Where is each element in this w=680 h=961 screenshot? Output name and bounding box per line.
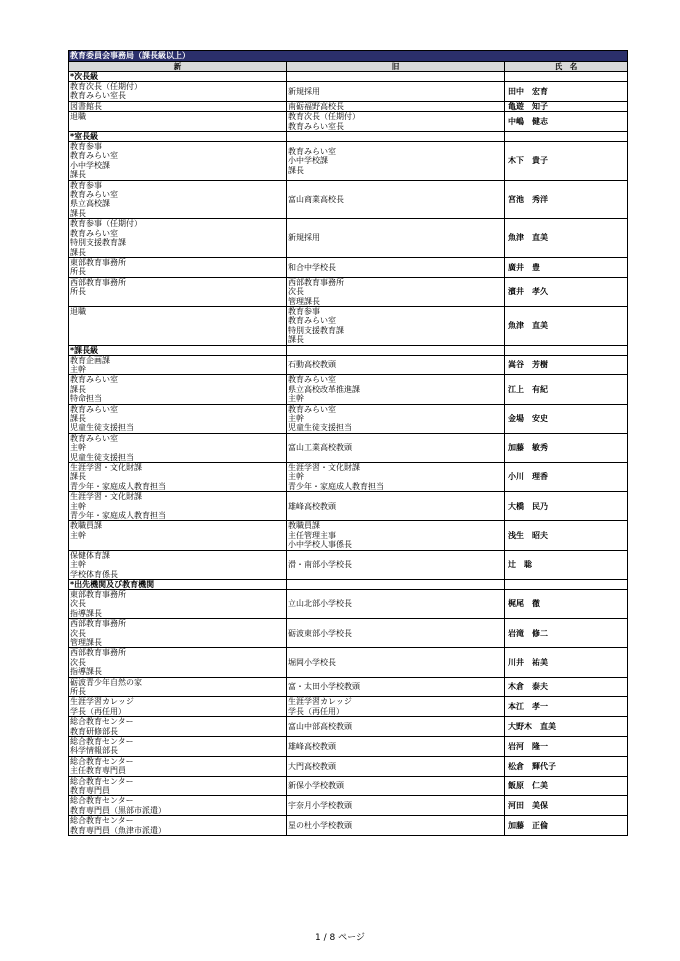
cell-line: 青少年・家庭成人教育担当: [70, 481, 166, 491]
cell-old-position: [287, 112, 505, 132]
cell-line: 小中学校課: [288, 156, 328, 166]
cell-old-position: [287, 521, 505, 550]
cell-line: 特別支援教育課: [70, 238, 126, 248]
cell-line: 児童生徒支援担当: [288, 423, 352, 433]
cell-person-name: 江上 有紀: [505, 375, 628, 404]
cell-person-name: 岩河 隆一: [505, 737, 628, 757]
section-blank: [505, 579, 628, 589]
cell-line: 県立高校課: [70, 199, 110, 209]
cell-old-position: [287, 677, 505, 697]
table-row: [69, 816, 628, 836]
cell-line: 新規採用: [288, 86, 320, 96]
cell-line: 生涯学習・文化財課: [70, 463, 142, 473]
cell-person-name: 加藤 敏秀: [505, 433, 628, 462]
cell-line: 科学情報部長: [70, 746, 118, 756]
cell-new-position: [69, 257, 287, 277]
cell-line: 教育みらい室: [70, 404, 118, 414]
cell-line: 所長: [70, 686, 86, 696]
table-row: [69, 180, 628, 219]
cell-old-position: [287, 306, 505, 345]
cell-old-position: [287, 142, 505, 181]
table-row: [69, 492, 628, 521]
cell-new-position: [69, 589, 287, 618]
cell-line: 総合教育センター: [70, 756, 134, 766]
cell-line: 指導課長: [70, 608, 102, 618]
cell-line: 指導課長: [70, 667, 102, 677]
cell-line: 教育専門員（黒部市派遣）: [70, 805, 166, 815]
cell-person-name: 木倉 泰夫: [505, 677, 628, 697]
cell-line: 教育みらい室: [288, 375, 336, 385]
cell-line: 教育みらい室: [70, 433, 118, 443]
cell-person-name: 濱井 孝久: [505, 277, 628, 306]
table-row: [69, 404, 628, 433]
cell-person-name: 加藤 正倫: [505, 816, 628, 836]
section-row: [69, 579, 628, 589]
cell-old-position: [287, 257, 505, 277]
section-blank: [505, 345, 628, 355]
cell-person-name: 飯原 仁美: [505, 776, 628, 796]
cell-line: 総合教育センター: [70, 776, 134, 786]
table-title-row: [69, 51, 628, 62]
cell-line: 管理課長: [70, 637, 102, 647]
cell-line: 青少年・家庭成人教育担当: [288, 481, 384, 491]
section-blank: [505, 72, 628, 82]
cell-old-position: [287, 619, 505, 648]
cell-line: 主幹: [70, 530, 86, 540]
cell-person-name: 亀遊 知子: [505, 101, 628, 111]
cell-old-position: [287, 404, 505, 433]
cell-line: 教育みらい室: [288, 146, 336, 156]
cell-line: 課長: [70, 414, 86, 423]
table-row: [69, 589, 628, 618]
cell-line: 総合教育センター: [70, 717, 134, 727]
cell-new-position: [69, 619, 287, 648]
table-row: [69, 697, 628, 717]
cell-new-position: [69, 677, 287, 697]
cell-old-position: [287, 816, 505, 836]
cell-new-position: [69, 142, 287, 181]
cell-line: 教育参事（任期付）: [70, 219, 142, 229]
cell-person-name: 小川 理香: [505, 463, 628, 492]
cell-line: 教育次長（任期付）: [70, 82, 142, 91]
cell-new-position: [69, 492, 287, 521]
cell-line: 課長: [288, 335, 304, 345]
cell-new-position: [69, 375, 287, 404]
cell-line: 教育みらい室: [288, 404, 336, 414]
cell-line: 星の杜小学校教頭: [288, 820, 352, 830]
cell-line: 主任教育専門員: [70, 766, 126, 776]
cell-line: 青少年・家庭成人教育担当: [70, 511, 166, 521]
cell-new-position: [69, 306, 287, 345]
table-row: [69, 550, 628, 579]
cell-line: 教育次長（任期付）: [288, 112, 360, 122]
table-row: [69, 101, 628, 111]
cell-person-name: 岩滝 修二: [505, 619, 628, 648]
cell-line: 堀岡小学校長: [288, 657, 336, 667]
cell-line: 立山北部小学校長: [288, 599, 352, 609]
table-row: [69, 375, 628, 404]
cell-line: 石動高校教頭: [288, 360, 336, 370]
cell-person-name: 木下 貴子: [505, 142, 628, 181]
cell-line: 課長: [70, 384, 86, 394]
personnel-table: [68, 50, 628, 836]
cell-line: 特別支援教育課: [288, 325, 344, 335]
cell-line: 西部教育事務所: [70, 277, 126, 287]
cell-old-position: [287, 796, 505, 816]
cell-new-position: [69, 776, 287, 796]
cell-line: 教育みらい室: [70, 228, 118, 238]
cell-line: 雄峰高校教頭: [288, 741, 336, 751]
cell-person-name: 宮池 秀洋: [505, 180, 628, 219]
cell-line: 和合中学校長: [288, 262, 336, 272]
cell-new-position: [69, 180, 287, 219]
section-blank: [287, 345, 505, 355]
page-number: 1 / 8 ページ: [315, 933, 365, 943]
cell-line: 退職: [70, 306, 86, 316]
cell-line: 富山中部高校教頭: [288, 721, 352, 731]
cell-new-position: [69, 112, 287, 132]
cell-line: 新保小学校教頭: [288, 781, 344, 791]
cell-old-position: [287, 463, 505, 492]
cell-line: 教育研修部長: [70, 726, 118, 736]
cell-line: 次長: [70, 657, 86, 667]
table-row: [69, 677, 628, 697]
cell-person-name: 田中 宏育: [505, 82, 628, 102]
cell-line: 主幹: [70, 560, 86, 570]
cell-line: 所長: [70, 287, 86, 297]
cell-line: 西部教育事務所: [288, 277, 344, 287]
cell-person-name: 川井 祐美: [505, 648, 628, 677]
table-row: [69, 717, 628, 737]
cell-new-position: [69, 433, 287, 462]
cell-person-name: 中嶋 健志: [505, 112, 628, 132]
cell-person-name: 金場 安史: [505, 404, 628, 433]
cell-line: 教育参事: [288, 306, 320, 316]
cell-line: 課長: [70, 247, 86, 257]
table-row: [69, 648, 628, 677]
cell-new-position: [69, 277, 287, 306]
table-row: [69, 306, 628, 345]
cell-line: 大門高校教頭: [288, 761, 336, 771]
cell-line: 小中学校課: [70, 160, 110, 170]
cell-line: 児童生徒支援担当: [70, 452, 134, 462]
cell-old-position: [287, 737, 505, 757]
section-blank: [287, 72, 505, 82]
cell-line: 総合教育センター: [70, 796, 134, 806]
table-title: 教育委員会事務局（課長級以上）: [69, 51, 628, 62]
header-name: 氏 名: [505, 62, 628, 72]
table-row: [69, 277, 628, 306]
cell-line: 主幹: [288, 414, 304, 423]
cell-line: 次長: [70, 599, 86, 609]
cell-line: 教育みらい室長: [288, 121, 344, 131]
cell-old-position: [287, 648, 505, 677]
table-row: [69, 463, 628, 492]
cell-line: 富・太田小学校教頭: [288, 682, 360, 692]
cell-line: 教職員課: [70, 521, 102, 531]
cell-line: 西部教育事務所: [70, 619, 126, 629]
table-row: [69, 737, 628, 757]
cell-old-position: [287, 180, 505, 219]
section-row: [69, 72, 628, 82]
cell-line: 教育みらい室: [70, 151, 118, 161]
table-row: [69, 521, 628, 550]
section-label: *室長級: [69, 132, 287, 142]
cell-line: 富山商業高校長: [288, 194, 344, 204]
cell-line: 課長: [70, 170, 86, 180]
cell-old-position: [287, 101, 505, 111]
table-row: [69, 219, 628, 258]
cell-line: 西部教育事務所: [70, 648, 126, 658]
cell-new-position: [69, 550, 287, 579]
cell-line: 保健体育課: [70, 550, 110, 560]
cell-line: 教育企画課: [70, 355, 110, 365]
cell-line: 主幹: [70, 364, 86, 374]
cell-new-position: [69, 816, 287, 836]
cell-line: 特命担当: [70, 394, 102, 404]
cell-new-position: [69, 756, 287, 776]
cell-line: 課長: [288, 165, 304, 175]
cell-old-position: [287, 375, 505, 404]
cell-line: 生涯学習・文化財課: [70, 492, 142, 502]
cell-line: 主幹: [288, 472, 304, 482]
cell-line: 課長: [70, 472, 86, 482]
cell-new-position: [69, 463, 287, 492]
section-label: *出先機関及び教育機関: [69, 579, 287, 589]
personnel-sheet: [68, 50, 627, 836]
cell-line: 教育専門員（魚津市派遣）: [70, 825, 166, 835]
table-header-row: [69, 62, 628, 72]
cell-line: 小中学校人事係長: [288, 540, 352, 550]
cell-line: 教育みらい室長: [70, 91, 126, 101]
cell-line: 砺波青少年自然の家: [70, 677, 142, 687]
cell-new-position: [69, 521, 287, 550]
cell-person-name: 浅生 昭夫: [505, 521, 628, 550]
table-row: [69, 82, 628, 102]
cell-person-name: 大橋 民乃: [505, 492, 628, 521]
cell-new-position: [69, 737, 287, 757]
header-old: 旧: [287, 62, 505, 72]
cell-new-position: [69, 355, 287, 375]
cell-line: 学長（再任用）: [288, 706, 344, 716]
section-row: [69, 132, 628, 142]
cell-line: 南砺福野高校長: [288, 101, 344, 111]
table-row: [69, 257, 628, 277]
cell-line: 学長（再任用）: [70, 706, 126, 716]
section-row: [69, 345, 628, 355]
cell-line: 主幹: [70, 501, 86, 511]
cell-old-position: [287, 776, 505, 796]
cell-line: 東部教育事務所: [70, 257, 126, 267]
cell-line: 滑・南部小学校長: [288, 560, 352, 570]
cell-old-position: [287, 82, 505, 102]
cell-person-name: 松倉 輝代子: [505, 756, 628, 776]
cell-line: 教育みらい室: [288, 316, 336, 326]
cell-line: 学校体育係長: [70, 569, 118, 579]
cell-line: 管理課長: [288, 296, 320, 306]
cell-line: 砺波東部小学校長: [288, 628, 352, 638]
cell-line: 新規採用: [288, 233, 320, 243]
cell-old-position: [287, 717, 505, 737]
cell-old-position: [287, 756, 505, 776]
section-label: *課長級: [69, 345, 287, 355]
cell-old-position: [287, 589, 505, 618]
cell-line: 所長: [70, 267, 86, 277]
cell-new-position: [69, 404, 287, 433]
cell-new-position: [69, 101, 287, 111]
cell-line: 教育参事: [70, 142, 102, 152]
cell-line: 図書館長: [70, 101, 102, 111]
cell-old-position: [287, 492, 505, 521]
section-blank: [505, 132, 628, 142]
table-row: [69, 112, 628, 132]
cell-line: 県立高校改革推進課: [288, 384, 360, 394]
cell-old-position: [287, 697, 505, 717]
cell-old-position: [287, 277, 505, 306]
table-row: [69, 433, 628, 462]
cell-line: 教職員課: [288, 521, 320, 531]
cell-line: 主任管理主事: [288, 530, 336, 540]
cell-new-position: [69, 219, 287, 258]
cell-line: 富山工業高校教頭: [288, 443, 352, 453]
header-new: 新: [69, 62, 287, 72]
cell-new-position: [69, 796, 287, 816]
cell-line: 教育みらい室: [70, 190, 118, 200]
cell-person-name: 嵩谷 芳樹: [505, 355, 628, 375]
cell-line: 生涯学習カレッジ: [288, 697, 352, 707]
cell-line: 東部教育事務所: [70, 589, 126, 599]
table-row: [69, 756, 628, 776]
cell-line: 宇奈月小学校教頭: [288, 801, 352, 811]
cell-line: 退職: [70, 112, 86, 122]
cell-line: 主幹: [70, 443, 86, 453]
table-row: [69, 355, 628, 375]
cell-line: 教育みらい室: [70, 375, 118, 385]
cell-person-name: 魚津 直美: [505, 219, 628, 258]
cell-line: 次長: [70, 628, 86, 638]
cell-old-position: [287, 219, 505, 258]
cell-person-name: 廣井 豊: [505, 257, 628, 277]
cell-person-name: 魚津 直美: [505, 306, 628, 345]
cell-line: 生涯学習カレッジ: [70, 697, 134, 707]
cell-line: 生涯学習・文化財課: [288, 463, 360, 473]
cell-new-position: [69, 717, 287, 737]
cell-new-position: [69, 648, 287, 677]
section-label: *次長級: [69, 72, 287, 82]
cell-line: 次長: [288, 287, 304, 297]
cell-line: 雄峰高校教頭: [288, 501, 336, 511]
cell-line: 主幹: [288, 394, 304, 404]
cell-line: 児童生徒支援担当: [70, 423, 134, 433]
cell-line: 総合教育センター: [70, 737, 134, 746]
table-row: [69, 619, 628, 648]
cell-line: 教育参事: [70, 180, 102, 190]
cell-old-position: [287, 355, 505, 375]
cell-line: 総合教育センター: [70, 816, 134, 826]
cell-person-name: 本江 孝一: [505, 697, 628, 717]
table-row: [69, 796, 628, 816]
cell-old-position: [287, 550, 505, 579]
table-row: [69, 776, 628, 796]
table-row: [69, 142, 628, 181]
section-blank: [287, 579, 505, 589]
cell-line: 課長: [70, 208, 86, 218]
cell-old-position: [287, 433, 505, 462]
cell-person-name: 辻 聡: [505, 550, 628, 579]
cell-person-name: 梶尾 徹: [505, 589, 628, 618]
cell-new-position: [69, 697, 287, 717]
cell-line: 教育専門員: [70, 786, 110, 796]
cell-person-name: 大野木 直美: [505, 717, 628, 737]
section-blank: [287, 132, 505, 142]
cell-person-name: 河田 美保: [505, 796, 628, 816]
cell-new-position: [69, 82, 287, 102]
